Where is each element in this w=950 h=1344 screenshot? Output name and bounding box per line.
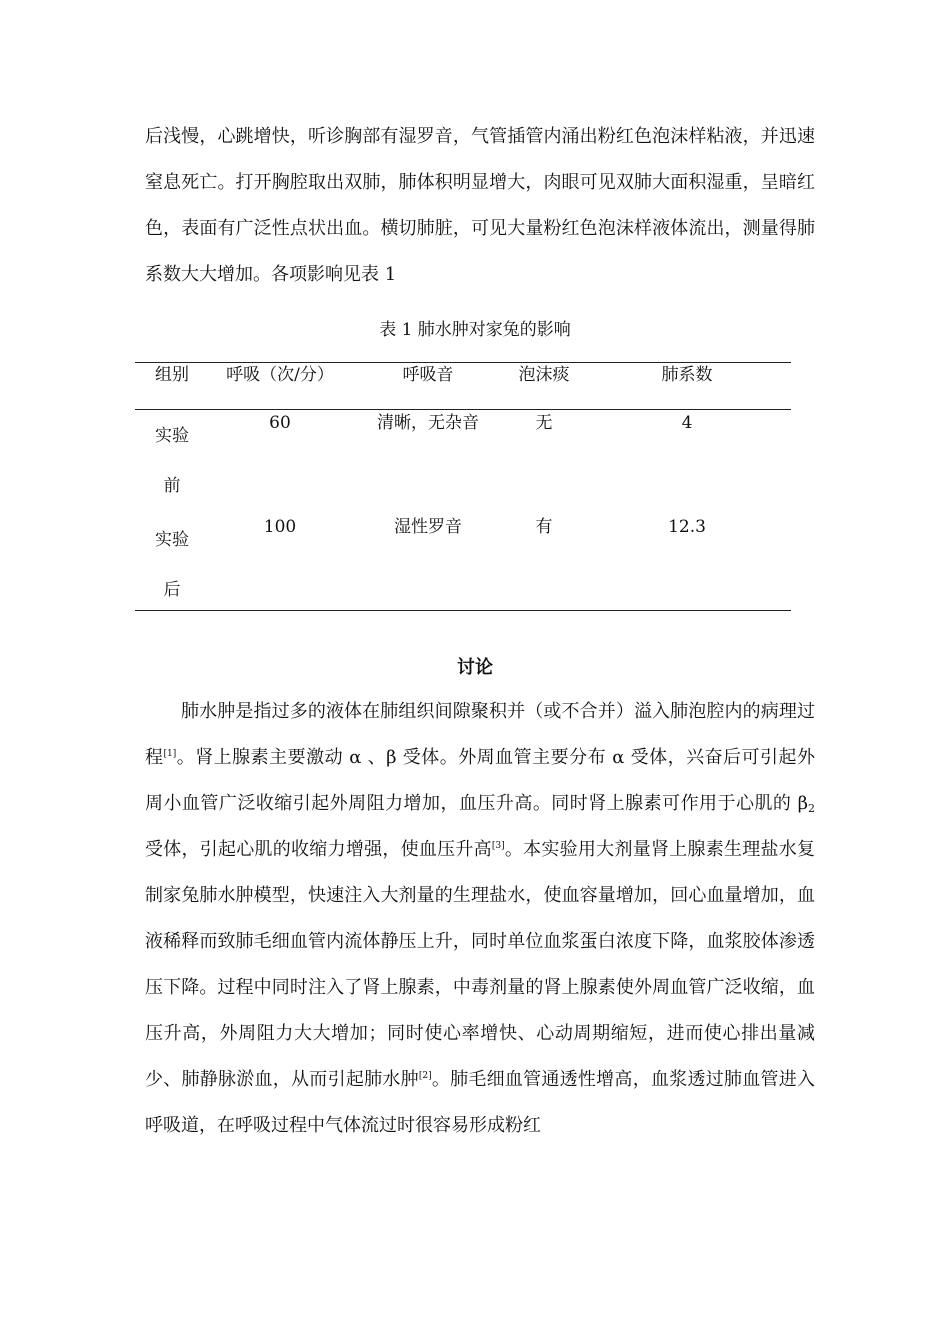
group-label: 实验后 [155,530,189,600]
table-cell-respiration: 60 [269,413,291,433]
table-cell-foam-sputum: 有 [535,517,553,537]
table-cell-breath-sound: 湿性罗音 [394,517,462,537]
citation-ref: [1] [163,749,177,759]
group-label: 实验前 [155,426,189,496]
table-bottom-rule [135,610,791,611]
table-cell-lung-coefficient: 4 [681,413,693,433]
discussion-paragraph [145,689,815,1149]
citation-ref: [3] [491,841,505,851]
table-caption: 表 1 肺水肿对家兔的影响 [379,320,571,340]
discussion-heading: 讨论 [457,657,493,678]
table-header-cell: 泡沫痰 [518,365,570,385]
subscript: 2 [808,802,815,815]
discussion-text: 。本实验用大剂量肾上腺素生理盐水复制家兔肺水肿模型，快速注入大剂量的生理盐水，使血容量增加，回心血量增加，血液稀释而致肺毛细血管内流体静压上升，同时单位血浆蛋白浓度下降，血浆胶体渗透压下降。过程中同时注入了肾上腺素，中毒剂量的肾上腺素使外周血管广泛收缩，血压升高，外周阻力大大增加；同时使心率增快、心动周期缩短，进而使心排出量减少、肺静脉淤血，从而引起肺水肿 [145,839,816,1090]
table-header-rule [135,409,791,410]
table-header-cell: 组别 [155,365,189,385]
table-header-cell: 呼吸（次/分） [226,365,334,385]
discussion-text: 。肺毛细血管通透性增高，血浆透过肺血管进入呼吸道，在呼吸过程中气体流过时很容易形成粉红 [145,1069,816,1136]
discussion-text: 受体，引起心肌的收缩力增强，使血压升高 [145,839,492,860]
table-header-cell: 呼吸音 [402,365,454,385]
table-cell-foam-sputum: 无 [535,413,553,433]
discussion-text: 肺水肿是指过多的液体在肺组织间隙聚积并（或不合并）溢入肺泡腔内的病理过程 [145,701,815,768]
table-cell-group [140,515,204,615]
discussion-text: 。肾上腺素主要激动 α 、β 受体。外周血管主要分布 α 受体，兴奋后可引起外周小血管广泛收缩引起外周阻力增加，血压升高。同时肾上腺素可作用于心肌的 β [145,747,815,814]
table-cell-breath-sound: 清晰，无杂音 [377,413,479,433]
table-cell-group [140,411,204,511]
table-cell-respiration: 100 [263,517,297,537]
intro-paragraph: 后浅慢，心跳增快，听诊胸部有湿罗音，气管插管内涌出粉红色泡沫样粘液，并迅速窒息死亡。打开胸腔取出双肺，肺体积明显增大，肉眼可见双肺大面积湿重，呈暗红色，表面有广泛性点状出血。横切肺脏，可见大量粉红色泡沫样液体流出，测量得肺系数大大增加。各项影响见表 1 [145,126,815,285]
table-cell-lung-coefficient: 12.3 [668,517,706,537]
table-header-cell: 肺系数 [661,365,713,385]
citation-ref: [2] [418,1071,432,1081]
